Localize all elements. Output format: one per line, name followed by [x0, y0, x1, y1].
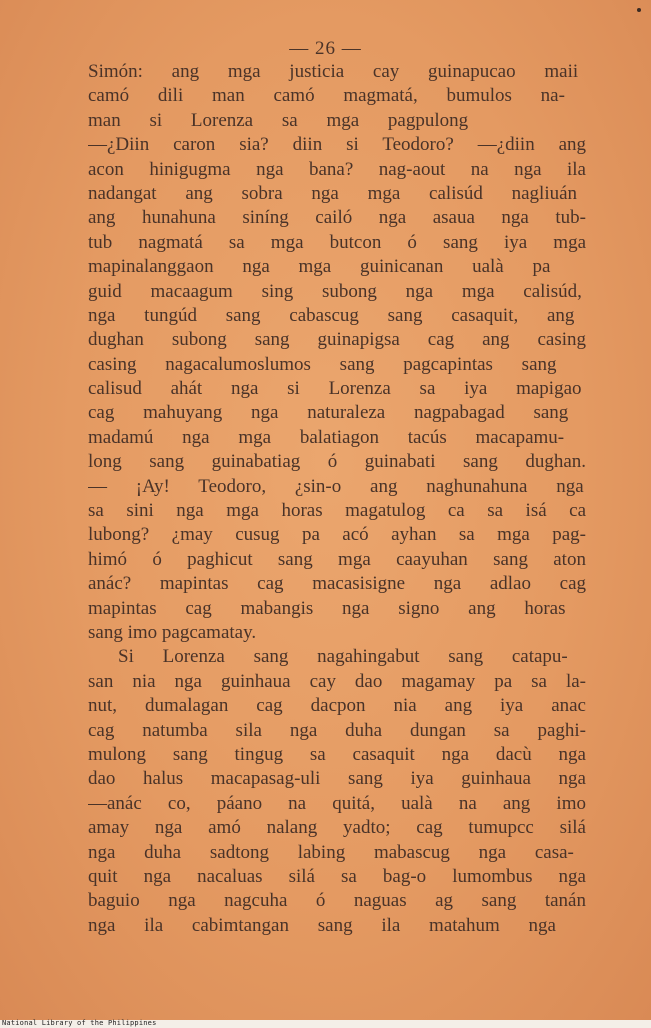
text-line: Simón: ang mga justicia cay guinapucao maii	[88, 61, 579, 82]
text-line: tub nagmatá sa mga butcon ó sang iya mga	[88, 231, 586, 253]
text-line: mapinalanggaon nga mga guinicanan ualà pa	[88, 256, 551, 278]
text-line: nga ila cabimtangan sang ila matahum nga	[88, 914, 556, 936]
text-line: madamú nga mga balatiagon tacús macapamu-	[88, 426, 565, 448]
text-line: — ¡Ay! Teodoro, ¿sin-o ang naghunahuna nga	[88, 475, 584, 497]
text-line: ang hunahuna siníng cailó nga asaua nga tub-	[88, 207, 586, 229]
text-line: acon hinigugma nga bana? nag-aout na nga ila	[88, 158, 586, 180]
text-line: nga duha sadtong labing mabascug nga casa-	[88, 841, 574, 863]
text-line: nga tungúd sang cabascug sang casaquit, ang	[88, 304, 575, 326]
text-line: mapintas cag mabangis nga signo ang horas	[88, 597, 566, 619]
text-line: nadangat ang sobra nga mga calisúd nagliuán	[88, 182, 578, 204]
text-line: man si Lorenza sa mga pagpulong	[88, 109, 469, 131]
text-line: camó dili man camó magmatá, bumulos na-	[88, 85, 565, 107]
text-line: calisud ahát nga si Lorenza sa iya mapigao	[88, 378, 582, 400]
ink-speck	[637, 8, 641, 12]
text-line: —¿Diin caron sia? diin si Teodoro? —¿diin ang	[88, 134, 586, 156]
text-line: quit nga nacaluas silá sa bag-o lumombus nga	[88, 865, 586, 887]
text-line: anác? mapintas cag macasisigne nga adlao cag	[88, 573, 586, 595]
text-line: nut, dumalagan cag dacpon nia ang iya anac	[88, 695, 586, 717]
text-line: —anác co, páano na quitá, ualà na ang imo	[88, 792, 586, 814]
text-line: sang imo pagcamatay.	[88, 621, 257, 643]
text-line: cag mahuyang nga naturaleza nagpabagad sang	[88, 402, 569, 424]
text-line: Si Lorenza sang nagahingabut sang catapu-	[118, 646, 568, 668]
text-line: amay nga amó nalang yadto; cag tumupcc silá	[88, 817, 586, 839]
text-line: casing nagacalumoslumos sang pagcapintas sang	[88, 353, 557, 375]
text-line: dughan subong sang guinapigsa cag ang casing	[88, 329, 586, 351]
text-line: san nia nga guinhaua cay dao magamay pa sa la-	[88, 670, 586, 692]
page-number: — 26 —	[289, 38, 362, 59]
text-line: sa sini nga mga horas magatulog ca sa isá ca	[88, 500, 586, 522]
text-line: baguio nga nagcuha ó naguas ag sang tanán	[88, 890, 586, 912]
text-line: lubong? ¿may cusug pa acó ayhan sa mga pag-	[88, 524, 586, 546]
library-credit: National Library of the Philippines	[2, 1019, 157, 1027]
text-line: mulong sang tingug sa casaquit nga dacù nga	[88, 743, 586, 765]
text-line: cag natumba sila nga duha dungan sa paghi-	[88, 719, 586, 741]
text-line: dao halus macapasag-uli sang iya guinhaua nga	[88, 768, 586, 790]
text-line: guid macaagum sing subong nga mga calisúd,	[88, 280, 582, 302]
body-text	[88, 60, 586, 938]
text-line: himó ó paghicut sang mga caayuhan sang aton	[88, 548, 586, 570]
text-line: long sang guinabatiag ó guinabati sang dughan.	[88, 451, 586, 473]
